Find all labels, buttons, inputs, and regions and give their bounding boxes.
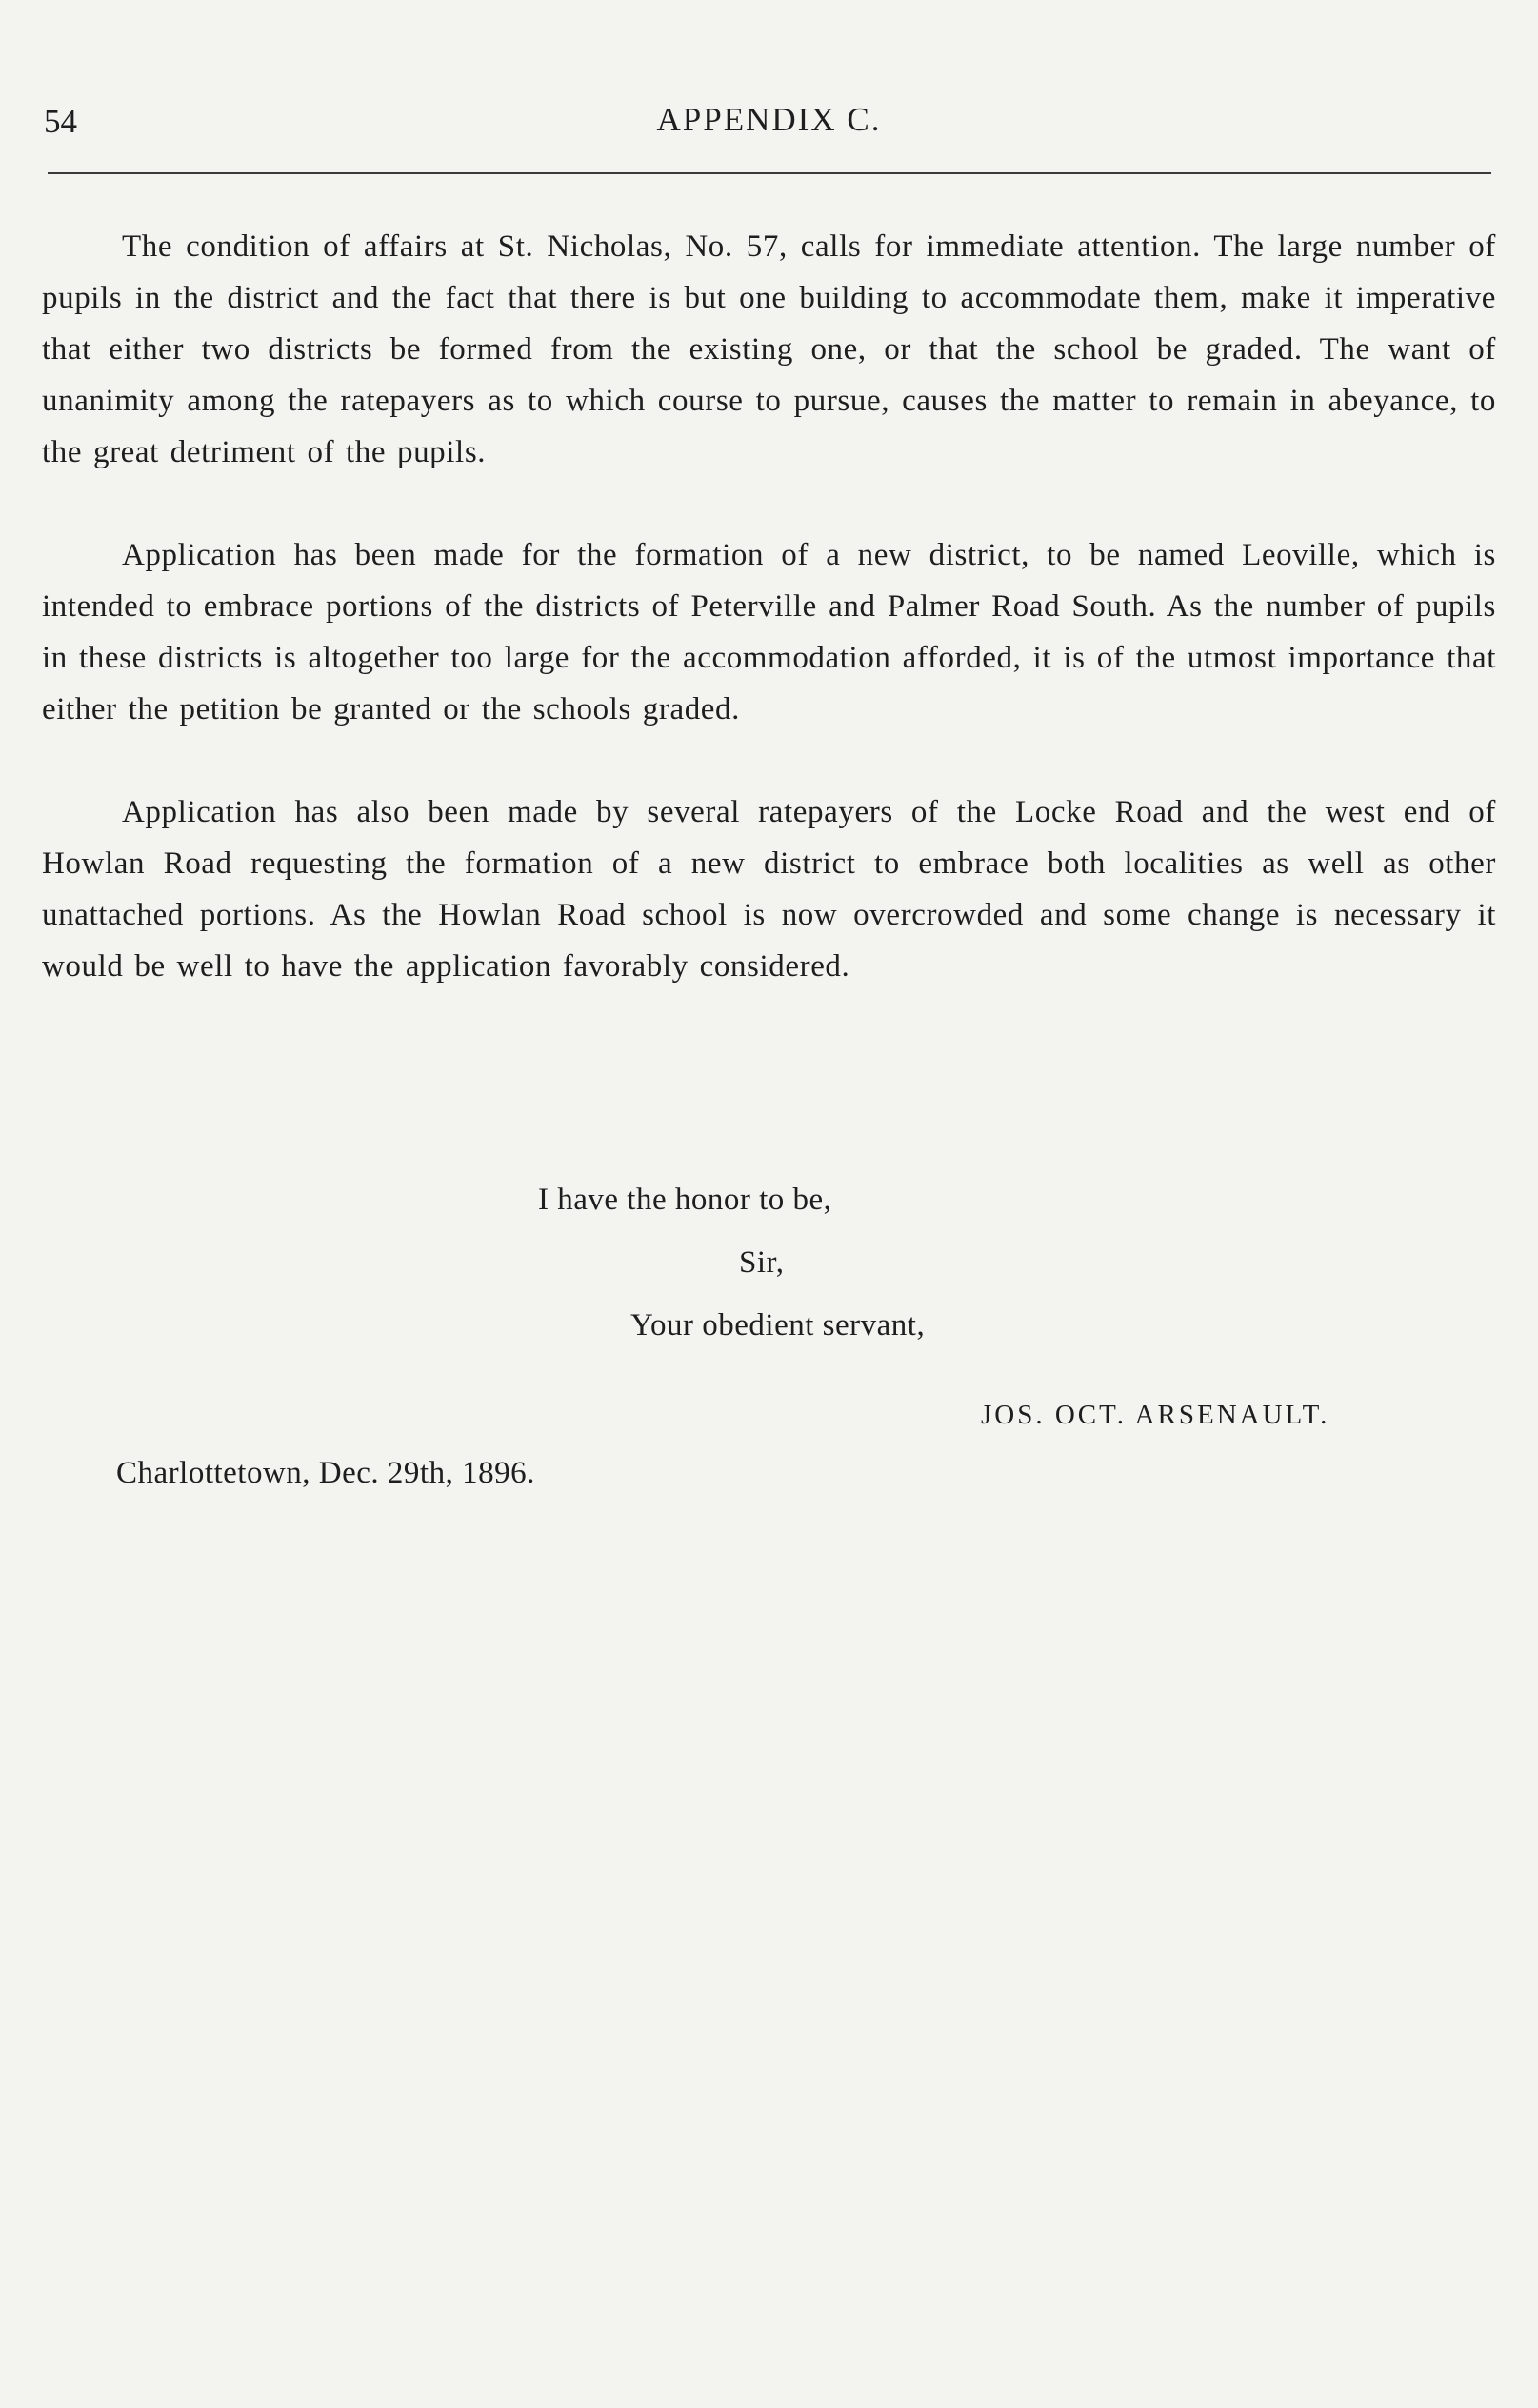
paragraph-leoville: Application has been made for the formation of a new district, to be named Leoville, which is intended to embrace portions of the districts of Peterville and Palmer Road South. As the number of pupils in these districts is altogether too large for the accommodation afforded, it is of the utmost importance that either the petition be granted or the schools graded. xyxy=(42,538,1496,726)
closing-line-honor: I have the honor to be, xyxy=(538,1183,832,1217)
dateline: Charlottetown, Dec. 29th, 1896. xyxy=(116,1456,535,1490)
closing-line-sir: Sir, xyxy=(739,1245,785,1280)
signature: JOS. OCT. ARSENAULT. xyxy=(981,1400,1330,1430)
letter-body xyxy=(42,221,1496,1044)
header-rule xyxy=(48,172,1491,174)
closing-line-servant: Your obedient servant, xyxy=(630,1308,926,1343)
running-head: APPENDIX C. xyxy=(656,101,882,138)
paragraph-st-nicholas: The condition of affairs at St. Nicholas, No. 57, calls for immediate attention. The large number of pupils in the district and the fact that there is but one building to accommodate them, make it imperative that either two districts be formed from the existing one, or that the school be graded. The want of unanimity among the ratepayers as to which course to pursue, causes the matter to remain in abeyance, to the great detriment of the pupils. xyxy=(42,229,1496,469)
paragraph-howlan-road: Application has also been made by several ratepayers of the Locke Road and the west end of Howlan Road requesting the formation of a new district to embrace both localities as well as other unattached portions. As the Howlan Road school is now overcrowded and some change is necessary it would be well to have the application favorably considered. xyxy=(42,795,1496,984)
page-number: 54 xyxy=(44,103,77,140)
